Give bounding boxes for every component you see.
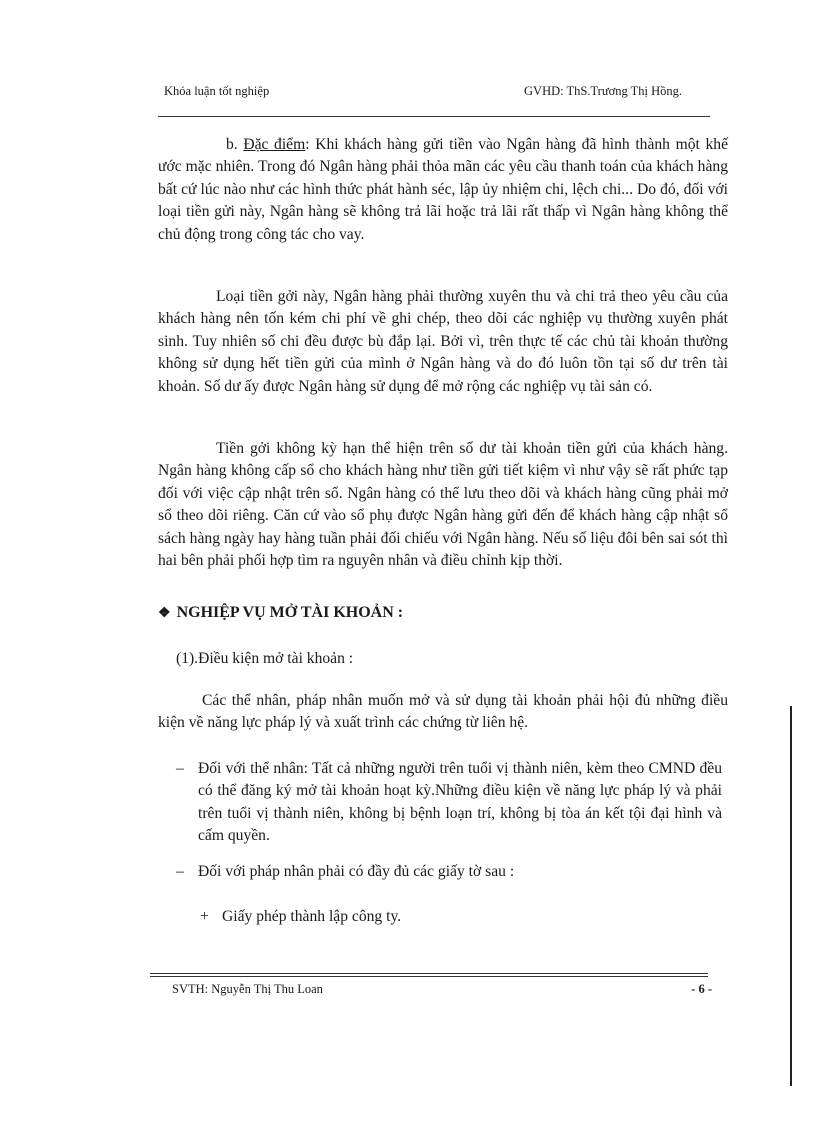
- page-number: - 6 -: [691, 982, 712, 996]
- list-item: [200, 906, 500, 928]
- dash-bullet-icon: –: [176, 863, 184, 880]
- paragraph-demand-deposit: Tiền gởi không kỳ hạn thể hiện trên số dư tài khoản tiền gửi của khách hàng. Ngân hàng không cấp sổ cho khách hàng như tiền gửi tiết kiệm vì như vậy sẽ rất phức tạp đối với việc cập nhật trên sổ. Ngân hàng có thể lưu theo dõi và khách hàng cũng phải mở sổ theo dõi riêng. Căn cứ vào sổ phụ được Ngân hàng gửi đến để khách hàng cập nhật sổ sách hàng ngày hay hàng tuần phải đối chiếu với Ngân hàng. Nếu số liệu đôi bên sai sót thì hai bên phải phối hợp tìm ra nguyên nhân và điều chỉnh kịp thời.: [158, 440, 728, 570]
- list-item: [176, 758, 722, 848]
- list-item-text: Giấy phép thành lập công ty.: [222, 908, 402, 925]
- diamond-bullet-icon: ❖: [158, 606, 171, 621]
- plus-bullet-icon: +: [200, 908, 209, 925]
- dash-bullet-icon: –: [176, 760, 184, 777]
- scan-edge-line: [790, 706, 792, 1086]
- characteristics-text: Khi khách hàng gửi tiền vào Ngân hàng đã hình thành một khế ước mặc nhiên. Trong đó Ngân hàng phải thỏa mãn các yêu cầu thanh toán của khách hàng bất cứ lúc nào như các hình thức phát hành séc, lập ủy nhiệm chi, lệch chi... Do đó, đối với loại tiền gửi này, Ngân hàng sẽ không trả lãi hoặc trả lãi rất thấp vì Ngân hàng không thể chủ động trong công tác cho vay.: [158, 136, 728, 243]
- header-thesis-label: Khóa luận tốt nghiệp: [164, 84, 270, 98]
- page-header: [164, 84, 710, 106]
- page-footer: [172, 982, 712, 997]
- header-supervisor: GVHD: ThS.Trương Thị Hồng.: [524, 84, 682, 98]
- paragraph-deposit-type: Loại tiền gởi này, Ngân hàng phải thường xuyên thu và chi trả theo yêu cầu của khách hàng nên tốn kém chi phí về ghi chép, theo dõi các nghiệp vụ thường xuyên phát sinh. Tuy nhiên số chi đều được bù đắp lại. Bởi vì, trên thực tế các chủ tài khoản thường không sử dụng hết tiền gửi của mình ở Ngân hàng và do đó luôn tồn tại số dư trên tài khoản. Số dư ấy được Ngân hàng sử dụng để mở rộng các nghiệp vụ tài sản có.: [158, 288, 728, 395]
- footer-divider-double: [150, 976, 708, 977]
- section-heading-text: NGHIỆP VỤ MỞ TÀI KHOẢN :: [176, 604, 404, 621]
- paragraph-characteristics: [158, 134, 728, 246]
- characteristics-colon: :: [305, 136, 316, 153]
- footer-student: SVTH: Nguyễn Thị Thu Loan: [172, 982, 323, 996]
- characteristics-label: Đặc điểm: [243, 136, 306, 153]
- subheading-conditions: (1).Điều kiện mở tài khoản :: [176, 650, 354, 667]
- section-heading: [158, 604, 403, 622]
- list-item: [176, 861, 722, 883]
- list-item-text: Đối với pháp nhân phải có đầy đủ các giấy tờ sau :: [198, 863, 515, 880]
- paragraph-conditions: Các thể nhân, pháp nhân muốn mở và sử dụng tài khoản phải hội đủ những điều kiện về năng lực pháp lý và xuất trình các chứng từ liên hệ.: [158, 692, 728, 732]
- list-item-text: Đối với thể nhân: Tất cả những người trên tuổi vị thành niên, kèm theo CMND đều có thể đăng ký mở tài khoản hoạt kỳ.Những điều kiện về năng lực pháp lý và phải trên tuổi vị thành niên, không bị bệnh loạn trí, không bị tòa án kết tội đại hình và cấm quyền.: [198, 760, 722, 845]
- footer-divider: [150, 973, 708, 974]
- header-divider: [158, 116, 710, 117]
- characteristics-prefix: b.: [226, 136, 244, 153]
